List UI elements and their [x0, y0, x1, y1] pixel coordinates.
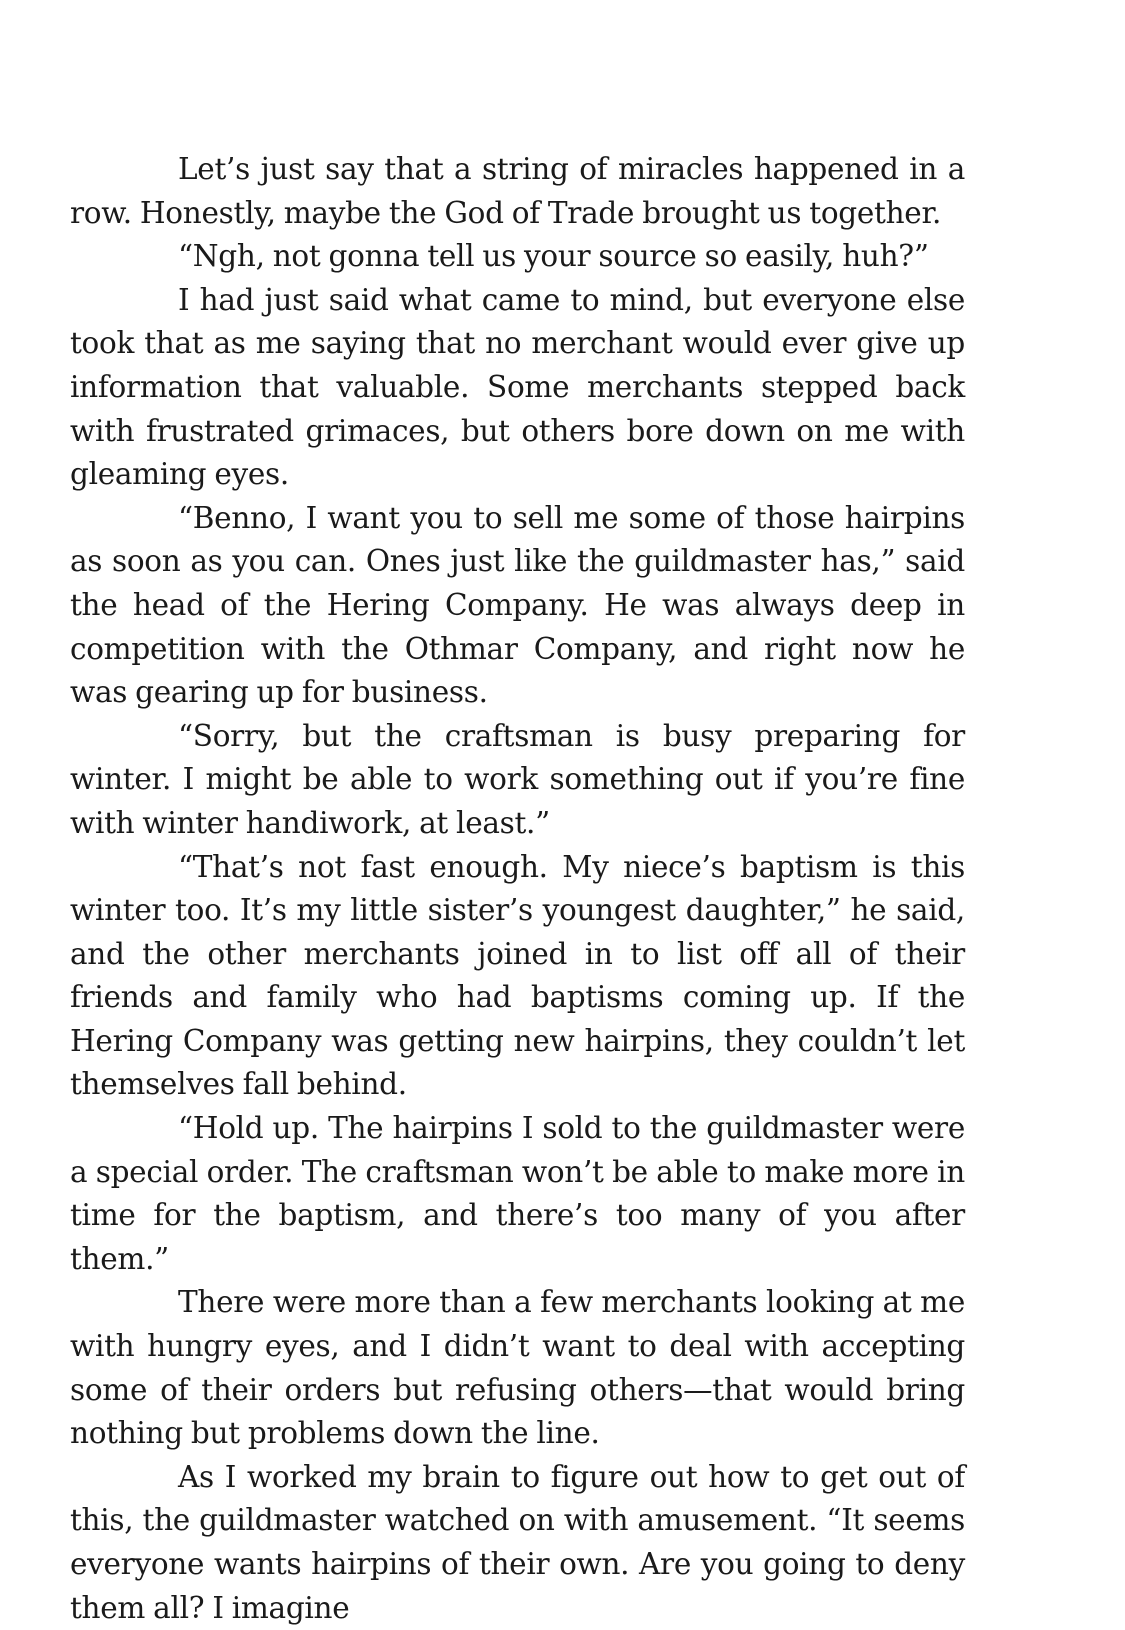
paragraph-4: “Benno, I want you to sell me some of those hairpins as soon as you can. Ones just like the guildmaster has,” said the head of the Hering Company. He was always deep in competition with the Othmar Company, and right now he was gearing up for business.: [70, 500, 965, 710]
paragraph-8: There were more than a few merchants looking at me with hungry eyes, and I didn’t want to deal with accepting some of their orders but refusing others—that would bring nothing but problems down the line.: [70, 1285, 965, 1451]
paragraph-5: “Sorry, but the craftsman is busy preparing for winter. I might be able to work something out if you’re fine with winter handiwork, at least.”: [70, 718, 965, 840]
paragraph-7: “Hold up. The hairpins I sold to the guildmaster were a special order. The craftsman won’t be able to make more in time for the baptism, and there’s too many of you after them.”: [70, 1111, 965, 1276]
paragraph-6: “That’s not fast enough. My niece’s baptism is this winter too. It’s my little sister’s youngest daughter,” he said, and the other merchants joined in to list off all of their friends and family who had baptisms coming up. If the Hering Company was getting new hairpins, they couldn’t let themselves fall behind.: [70, 849, 965, 1102]
paragraph-9: As I worked my brain to figure out how to get out of this, the guildmaster watched on with amusement. “It seems everyone wants hairpins of their own. Are you going to deny them all? I imagine: [70, 1459, 965, 1625]
paragraph-1: Let’s just say that a string of miracles happened in a row. Honestly, maybe the God of Trade brought us together.: [70, 152, 965, 230]
paragraph-2: “Ngh, not gonna tell us your source so easily, huh?”: [178, 239, 929, 274]
paragraph-3: I had just said what came to mind, but everyone else took that as me saying that no merchant would ever give up information that valuable. Some merchants stepped back with frustrated grimaces, but others bore down on me with gleaming eyes.: [70, 282, 965, 492]
page-body-text: [70, 148, 965, 1630]
